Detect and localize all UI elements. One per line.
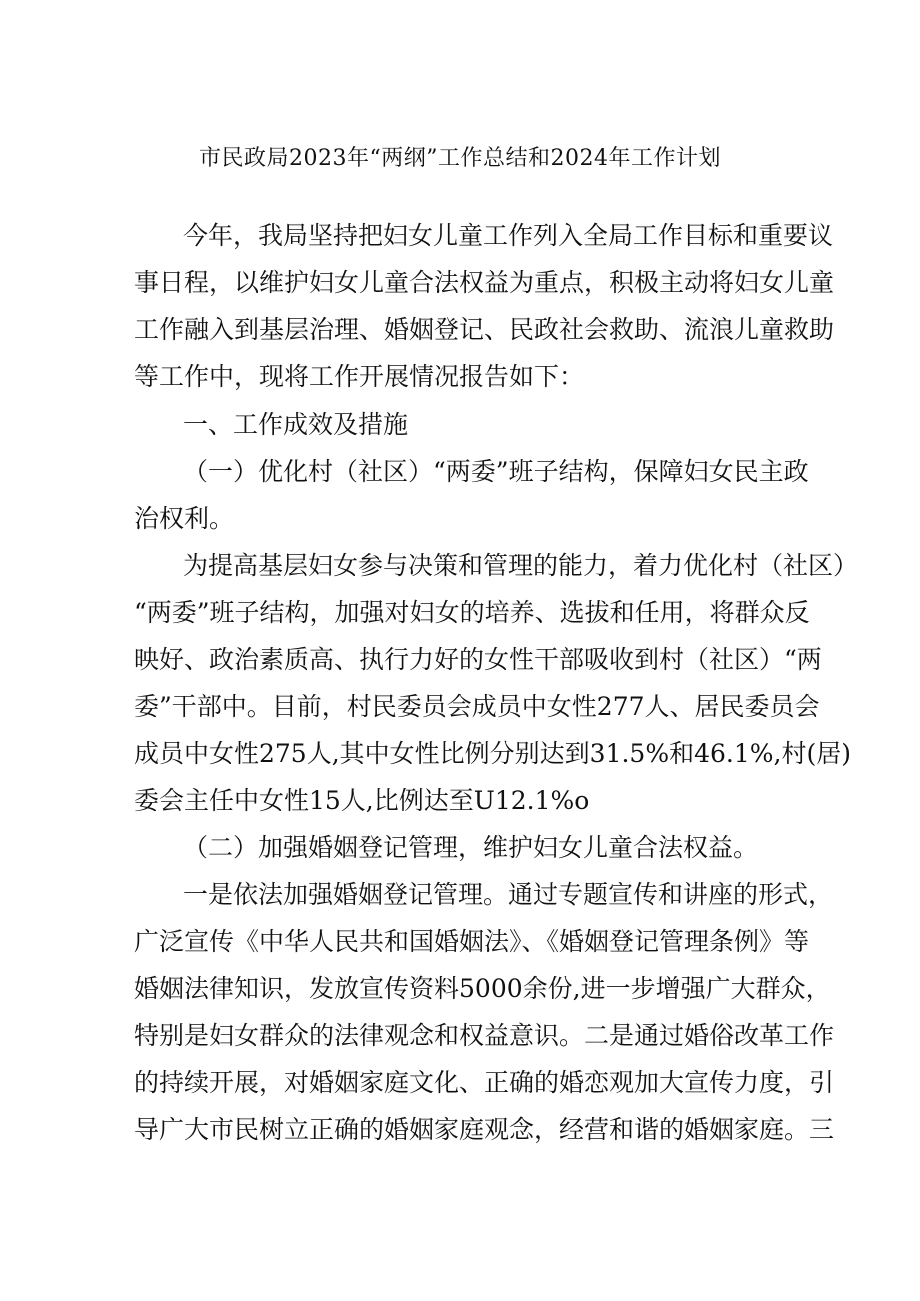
paragraph-line: 婚姻法律知识，发放宣传资料5000余份,进一步增强广大群众， (134, 974, 831, 1003)
paragraph-line: 一是依法加强婚姻登记管理。通过专题宣传和讲座的形式， (183, 880, 834, 909)
paragraph-line: 工作融入到基层治理、婚姻登记、民政社会救助、流浪儿童救助 (134, 315, 835, 344)
subsection-heading: （一）优化村（社区）“两委”班子结构，保障妇女民主政 (183, 457, 809, 486)
paragraph-line: 委会主任中女性15人,比例达至U12.1%o (134, 786, 590, 815)
paragraph-line: 等工作中，现将工作开展情况报告如下： (134, 362, 585, 391)
paragraph-line: 映好、政治素质高、执行力好的女性干部吸收到村（社区）“两 (134, 645, 822, 674)
paragraph-line: 特别是妇女群众的法律观念和权益意识。二是通过婚俗改革工作 (134, 1021, 835, 1050)
paragraph-line: 今年，我局坚持把妇女儿童工作列入全局工作目标和重要议 (183, 221, 834, 250)
paragraph-line: 成员中女性275人,其中女性比例分别达到31.5%和46.1%,村(居) (134, 739, 851, 768)
subsection-heading: （二）加强婚姻登记管理，维护妇女儿童合法权益。 (183, 833, 759, 862)
paragraph-line: 广泛宣传《中华人民共和国婚姻法》、《婚姻登记管理条例》等 (134, 927, 810, 956)
document-title: 市民政局2023年“两纲”工作总结和2024年工作计划 (199, 146, 721, 171)
paragraph-line: 的持续开展，对婚姻家庭文化、正确的婚恋观加大宣传力度，引 (134, 1068, 835, 1097)
paragraph-line: 事日程，以维护妇女儿童合法权益为重点，积极主动将妇女儿童 (134, 268, 835, 297)
section-heading: 一、工作成效及措施 (183, 410, 409, 439)
paragraph-line: 导广大市民树立正确的婚姻家庭观念，经营和谐的婚姻家庭。三 (134, 1115, 835, 1144)
paragraph-line: 为提高基层妇女参与决策和管理的能力，着力优化村（社区） (183, 551, 859, 580)
paragraph-line: 委”干部中。目前，村民委员会成员中女性277人、居民委员会 (134, 692, 820, 721)
subsection-heading-cont: 治权利。 (134, 504, 235, 533)
paragraph-line: “两委”班子结构，加强对妇女的培养、选拔和任用，将群众反 (134, 598, 810, 627)
